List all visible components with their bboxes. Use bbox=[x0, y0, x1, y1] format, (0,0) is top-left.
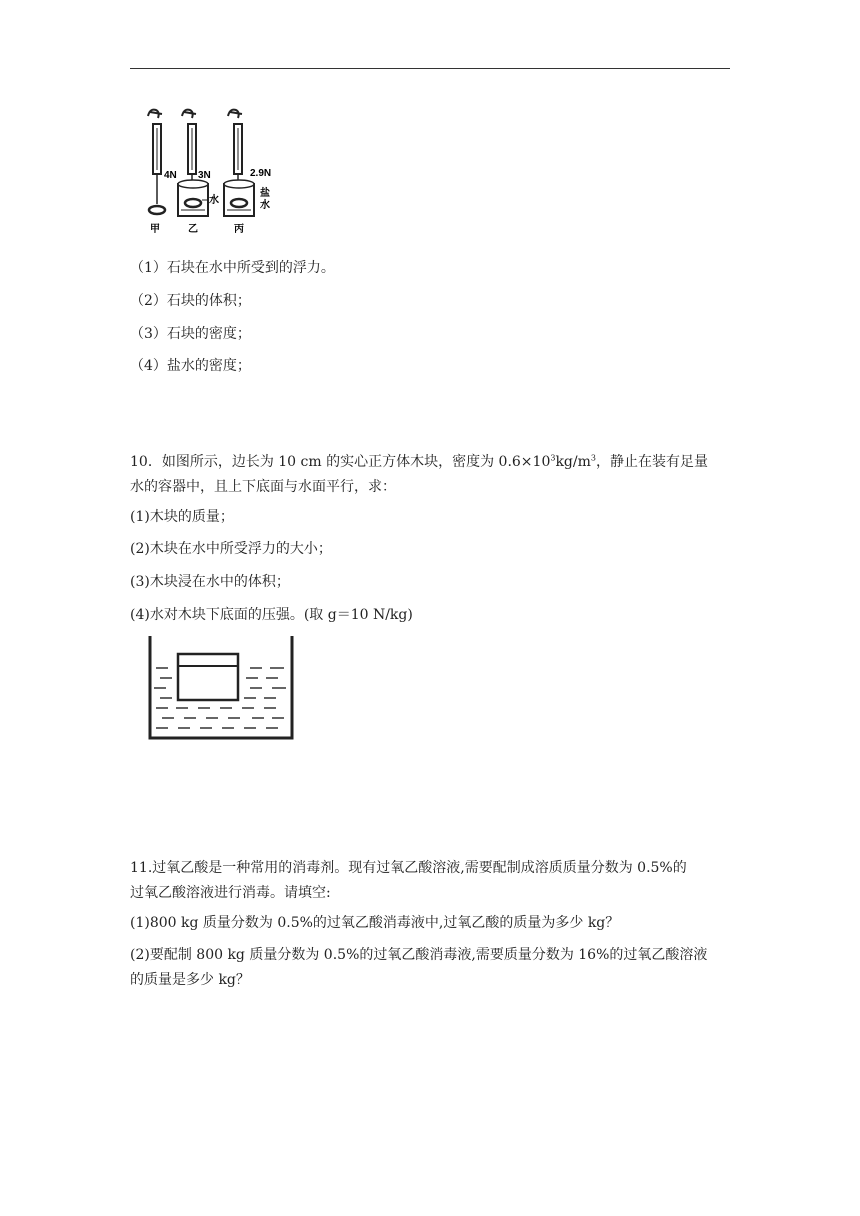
label-a: 甲 bbox=[150, 224, 160, 235]
spring-scale-a bbox=[148, 110, 165, 214]
floating-block-figure bbox=[146, 634, 296, 742]
q11-sub2-line2: 的质量是多少 kg？ bbox=[130, 972, 250, 988]
q10-sub4: (4)水对木块下底面的压强。(取 g＝10 N/kg) bbox=[130, 607, 413, 623]
reading-c: 2.9N bbox=[250, 168, 272, 179]
q10-sub3: (3)木块浸在水中的体积； bbox=[130, 574, 290, 590]
q9-sub4: （4）盐水的密度； bbox=[130, 358, 251, 374]
q10-sub1: (1)木块的质量； bbox=[130, 509, 234, 525]
q10-stem-part-a: 10．如图所示，边长为 10 cm 的实心正方体木块，密度为 0.6×10 bbox=[130, 454, 551, 470]
label-salt-water-2: 水 bbox=[260, 200, 270, 211]
header-rule bbox=[130, 68, 730, 69]
q11-sub1: (1)800 kg 质量分数为 0.5%的过氧乙酸消毒液中,过氧乙酸的质量为多少 kg？ bbox=[130, 915, 620, 931]
reading-b: 3N bbox=[198, 170, 211, 181]
q11-stem-line2: 过氧乙酸溶液进行消毒。请填空: bbox=[130, 885, 331, 901]
label-salt-water-1: 盐 bbox=[260, 188, 270, 199]
q10-exponent-2: 3 bbox=[590, 453, 596, 463]
q11-stem-line1: 11.过氧乙酸是一种常用的消毒剂。现有过氧乙酸溶液,需要配制成溶质质量分数为 0.5%的 bbox=[130, 860, 687, 876]
q10-stem-line2: 水的容器中，且上下底面与水面平行，求： bbox=[130, 479, 396, 495]
spring-scale-figure bbox=[136, 100, 284, 240]
q10-stem-part-b: kg/m bbox=[555, 454, 591, 470]
q9-sub1: （1）石块在水中所受到的浮力。 bbox=[130, 260, 335, 276]
label-c: 丙 bbox=[234, 224, 244, 235]
q9-sub2: （2）石块的体积； bbox=[130, 293, 251, 309]
label-b: 乙 bbox=[188, 224, 198, 235]
spring-scale-c bbox=[224, 110, 254, 216]
q10-exponent-1: 3 bbox=[550, 453, 556, 463]
q10-stem-part-c: ，静止在装有足量 bbox=[595, 454, 708, 470]
q10-stem-line1 bbox=[130, 452, 708, 472]
reading-a: 4N bbox=[164, 170, 177, 181]
q10-sub2: (2)木块在水中所受浮力的大小； bbox=[130, 541, 332, 557]
label-water: 水 bbox=[209, 195, 219, 206]
q9-sub3: （3）石块的密度； bbox=[130, 326, 251, 342]
q11-sub2-line1: (2)要配制 800 kg 质量分数为 0.5%的过氧乙酸消毒液,需要质量分数为 16%的过氧乙酸溶液 bbox=[130, 947, 708, 963]
